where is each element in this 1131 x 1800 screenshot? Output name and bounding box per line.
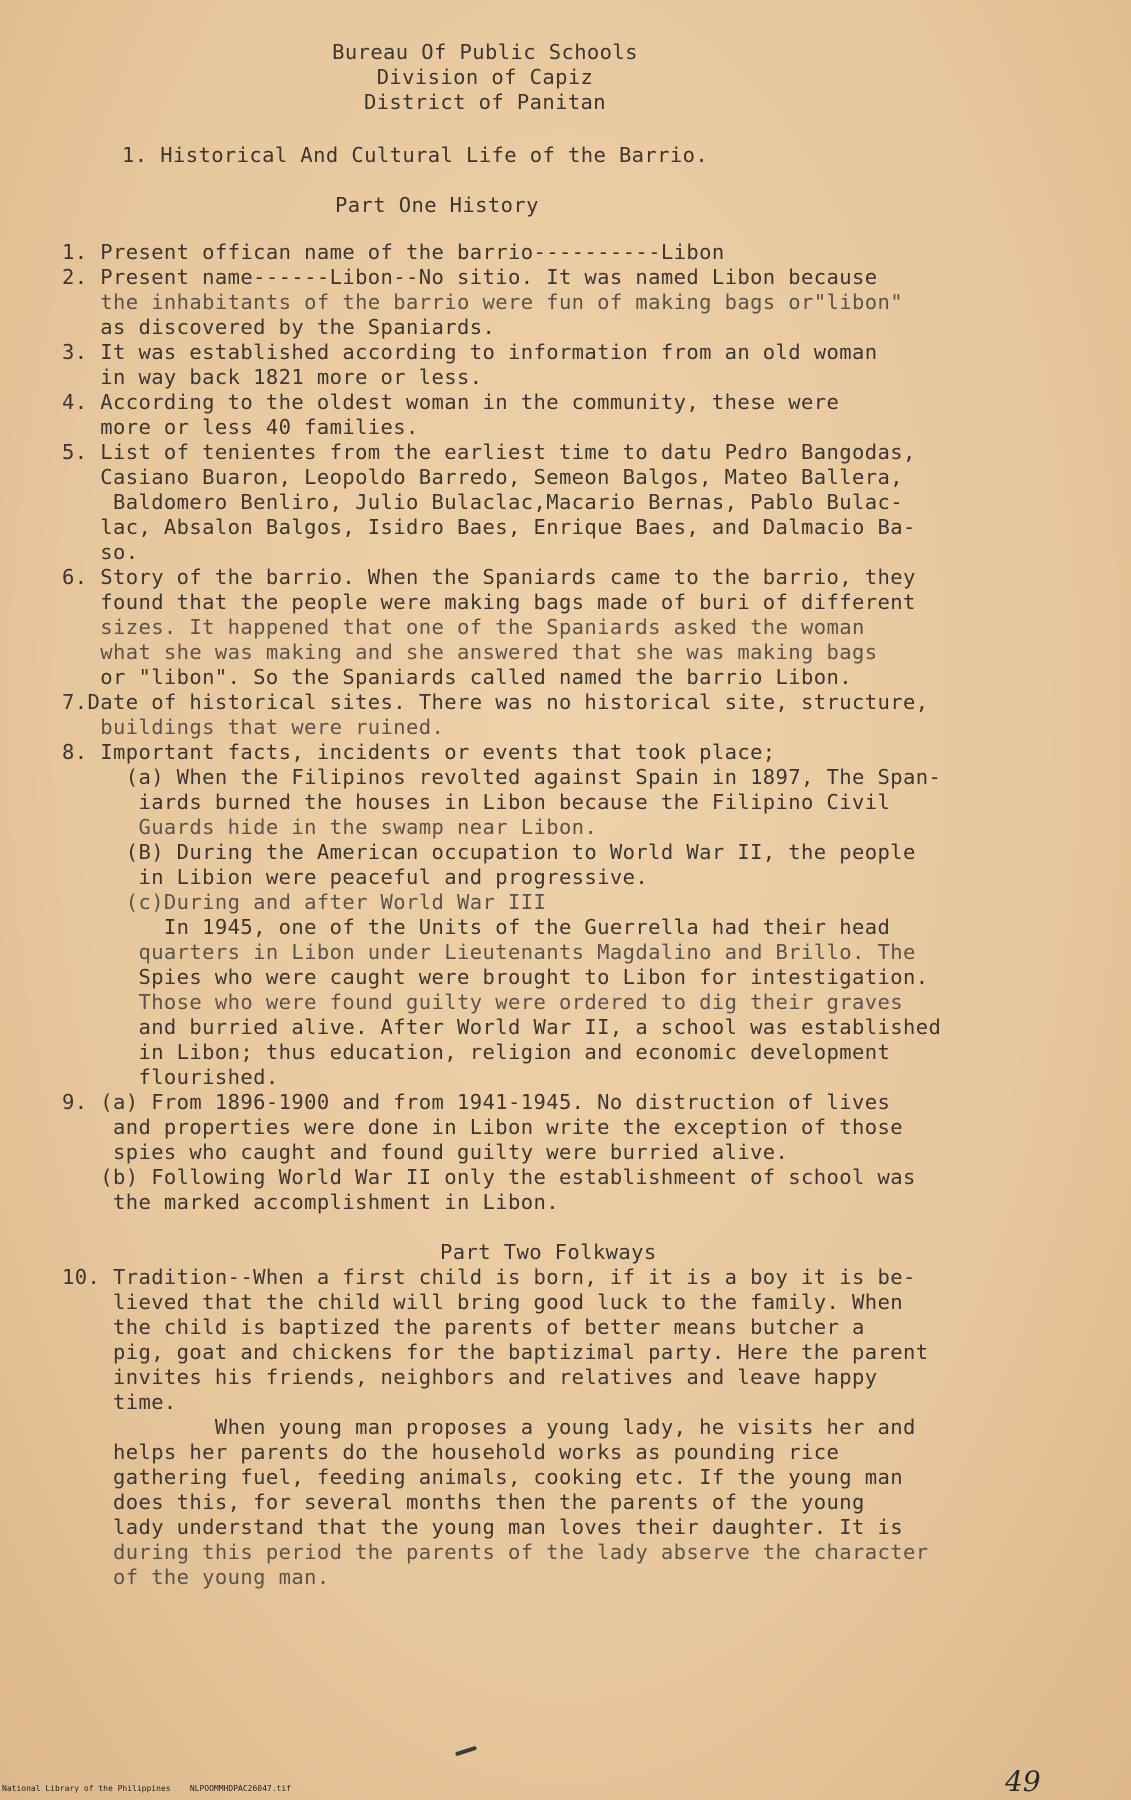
body-line: Guards hide in the swamp near Libon.: [62, 815, 598, 839]
body-line: the child is baptized the parents of better means butcher a: [62, 1315, 865, 1339]
body-line: spies who caught and found guilty were burried alive.: [62, 1140, 789, 1164]
pencil-stroke-mark: [455, 1746, 477, 1757]
body-line: Spies who were caught were brought to Libon for intestigation.: [62, 965, 929, 989]
body-line: in Libion were peaceful and progressive.: [62, 865, 649, 889]
body-line: (B) During the American occupation to World War II, the people: [62, 840, 916, 864]
body-line: iards burned the houses in Libon because the Filipino Civil: [62, 790, 891, 814]
body-line: more or less 40 families.: [62, 415, 419, 439]
body-line: sizes. It happened that one of the Spaniards asked the woman: [62, 615, 865, 639]
body-line: lieved that the child will bring good luck to the family. When: [62, 1290, 903, 1314]
body-line: of the young man.: [62, 1565, 330, 1589]
body-line: 10. Tradition--When a first child is born, if it is a boy it is be-: [62, 1265, 916, 1289]
body-line: and properties were done in Libon write the exception of those: [62, 1115, 903, 1139]
body-line: lac, Absalon Balgos, Isidro Baes, Enrique Baes, and Dalmacio Ba-: [62, 515, 916, 539]
body-line: 8. Important facts, incidents or events that took place;: [62, 740, 776, 764]
body-line: does this, for several months then the parents of the young: [62, 1490, 865, 1514]
body-line: When young man proposes a young lady, he visits her and: [62, 1415, 916, 1439]
body-line: lady understand that the young man loves their daughter. It is: [62, 1515, 903, 1539]
body-line: pig, goat and chickens for the baptizimal party. Here the parent: [62, 1340, 929, 1364]
body-line: so.: [62, 540, 139, 564]
body-line: or "libon". So the Spaniards called named the barrio Libon.: [62, 665, 853, 689]
body-line: gathering fuel, feeding animals, cooking etc. If the young man: [62, 1465, 903, 1489]
part-one-title: Part One History: [335, 193, 539, 217]
body-line: the marked accomplishment in Libon.: [62, 1190, 559, 1214]
body-line: In 1945, one of the Units of the Guerrella had their head: [62, 915, 891, 939]
body-line: Casiano Buaron, Leopoldo Barredo, Semeon Balgos, Mateo Ballera,: [62, 465, 903, 489]
body-line: in way back 1821 more or less.: [62, 365, 483, 389]
body-line: 1. Present offican name of the barrio----------Libon: [62, 240, 725, 264]
header-division: Division of Capiz: [376, 65, 594, 89]
body-line: 4. According to the oldest woman in the community, these were: [62, 390, 840, 414]
archive-edge-note: National Library of the Philippines NLPOOMMHDPAC26047.tif: [2, 1784, 291, 1793]
body-line: during this period the parents of the lady abserve the character: [62, 1540, 929, 1564]
body-line: as discovered by the Spaniards.: [62, 315, 496, 339]
body-line: (b) Following World War II only the establishmeent of school was: [62, 1165, 916, 1189]
body-line: 2. Present name------Libon--No sitio. It was named Libon because: [62, 265, 878, 289]
body-line: helps her parents do the household works as pounding rice: [62, 1440, 840, 1464]
body-line: what she was making and she answered that she was making bags: [62, 640, 878, 664]
section-title: 1. Historical And Cultural Life of the Barrio.: [122, 143, 709, 167]
body-line: (a) When the Filipinos revolted against Spain in 1897, The Span-: [62, 765, 942, 789]
body-line: buildings that were ruined.: [62, 715, 445, 739]
body-line: 5. List of tenientes from the earliest time to datu Pedro Bangodas,: [62, 440, 916, 464]
body-line: quarters in Libon under Lieutenants Magdalino and Brillo. The: [62, 940, 916, 964]
body-line: Those who were found guilty were ordered to dig their graves: [62, 990, 903, 1014]
body-line: Baldomero Benliro, Julio Bulaclac,Macario Bernas, Pablo Bulac-: [62, 490, 903, 514]
page-number: 49: [1005, 1765, 1041, 1798]
body-line: found that the people were making bags made of buri of different: [62, 590, 916, 614]
body-line: the inhabitants of the barrio were fun of making bags or"libon": [62, 290, 903, 314]
header-bureau: Bureau Of Public Schools: [332, 40, 638, 64]
body-line: (c)During and after World War III: [62, 890, 547, 914]
body-line: 7.Date of historical sites. There was no historical site, structure,: [62, 690, 929, 714]
body-line: time.: [62, 1390, 177, 1414]
body-line: invites his friends, neighbors and relatives and leave happy: [62, 1365, 878, 1389]
body-line: flourished.: [62, 1065, 279, 1089]
header-district: District of Panitan: [363, 90, 607, 114]
body-line: and burried alive. After World War II, a school was established: [62, 1015, 942, 1039]
body-line: 6. Story of the barrio. When the Spaniards came to the barrio, they: [62, 565, 916, 589]
part-two-title: Part Two Folkways: [440, 1240, 657, 1264]
body-line: 9. (a) From 1896-1900 and from 1941-1945. No distruction of lives: [62, 1090, 891, 1114]
body-line: 3. It was established according to information from an old woman: [62, 340, 878, 364]
body-line: in Libon; thus education, religion and economic development: [62, 1040, 891, 1064]
